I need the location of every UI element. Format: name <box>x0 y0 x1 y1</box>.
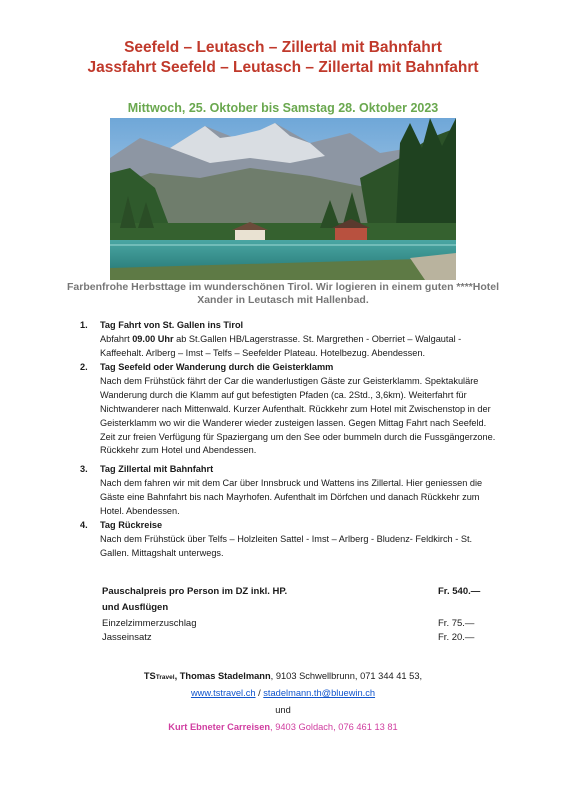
email-link[interactable]: stadelmann.th@bluewin.ch <box>263 688 376 698</box>
price-main-continued <box>102 602 482 618</box>
single-room-label: Einzelzimmerzuschlag <box>102 618 197 629</box>
day-description: Nach dem Frühstück über Telfs – Holzleiten Sattel - Imst – Arlberg - Bludenz- Feldkirch - St. Gallen. Mittagshalt unterwegs. <box>100 533 473 558</box>
itinerary-day-1 <box>80 319 500 361</box>
page-title: Seefeld – Leutasch – Zillertal mit Bahnfahrt <box>124 39 442 56</box>
intro-text-line2: Xander in Leutasch mit Hallenbad. <box>197 293 369 306</box>
lake-mountain-photo <box>110 118 456 280</box>
price-main-label-2: und Ausflügen <box>102 602 169 613</box>
price-jass <box>102 632 482 648</box>
links-line: www.tstravel.ch / stadelmann.th@bluewin.ch <box>190 688 376 698</box>
partner-name: Kurt Ebneter Carreisen <box>168 722 271 732</box>
partner-line <box>0 719 566 736</box>
day-number: 4. <box>80 520 88 530</box>
and-line: und <box>275 705 291 715</box>
itinerary-day-4 <box>80 519 500 561</box>
day-description: Nach dem Frühstück fährt der Car die wanderlustigen Gäste zur Geisterklamm. Spektakuläre Wanderung durch die Klamm auf gut befestigten Pfaden (ca. 2Std., 3,6km). Weiterfahrt für Nichtwanderer nach Mittenwald. Kurzer Aufenthalt. Rückkehr zum Hotel mit Zwischenstop in der Geisterklamm wo wir die Wanderer wieder zusteigen lassen. Gegen Mittag Fahrt nach Seefeld. Zeit zur freien Verfügung für Spaziergang um den See oder bummeln durch die Fussgängerzone. Rückkehr zum Hotel und Abendessen. <box>100 375 496 456</box>
departure-time: 09.00 Uhr <box>132 333 174 344</box>
contact-line <box>0 668 566 686</box>
day-number: 1. <box>80 320 88 330</box>
day-number: 2. <box>80 362 88 372</box>
itinerary-day-2 <box>80 361 500 458</box>
brand-name: TSTravel, Thomas Stadelmann <box>143 671 271 681</box>
day-description: Nach dem fahren wir mit dem Car über Innsbruck und Wattens ins Zillertal. Hier geniessen die Gäste eine Bahnfahrt bis nach Mayrhofen. Aufenthalt im Dörfchen und danach Rückkehr zum Hotel. Abendessen. <box>100 477 483 516</box>
partner-address: , 9403 Goldach, 076 461 13 81 <box>270 722 398 732</box>
day-heading: Tag Rückreise <box>100 520 163 530</box>
day-heading: Tag Fahrt von St. Gallen ins Tirol <box>100 320 244 330</box>
price-main <box>102 586 482 602</box>
day-heading: Tag Zillertal mit Bahnfahrt <box>100 464 214 474</box>
price-main-label: Pauschalpreis pro Person im DZ inkl. HP. <box>102 586 288 597</box>
day-number: 3. <box>80 464 88 474</box>
jass-amount: Fr. 20.— <box>438 632 475 643</box>
single-room-amount: Fr. 75.— <box>438 618 475 629</box>
day-heading: Tag Seefeld oder Wanderung durch die Geisterklamm <box>100 362 334 372</box>
price-main-amount: Fr. 540.— <box>438 586 481 597</box>
contact-address: , 9103 Schwellbrunn, 071 344 41 53, <box>270 671 423 681</box>
page-subtitle: Jassfahrt Seefeld – Leutasch – Zillertal mit Bahnfahrt <box>87 59 479 76</box>
jass-label: Jasseinsatz <box>102 632 152 643</box>
day-description: Abfahrt 09.00 Uhr ab St.Gallen HB/Lagerstrasse. St. Margrethen - Oberriet – Walgautal - Kaffeehalt. Arlberg – Imst – Telfs – Seefelder Plateau. Hotelbezug. Abendessen. <box>100 333 462 358</box>
intro-text-line1: Farbenfrohe Herbsttage im wunderschönen Tirol. Wir logieren in einem guten ****Hotel <box>66 281 500 293</box>
website-link[interactable]: www.tstravel.ch <box>190 688 256 698</box>
itinerary-day-3 <box>80 463 500 519</box>
travel-dates: Mittwoch, 25. Oktober bis Samstag 28. Oktober 2023 <box>127 101 439 115</box>
